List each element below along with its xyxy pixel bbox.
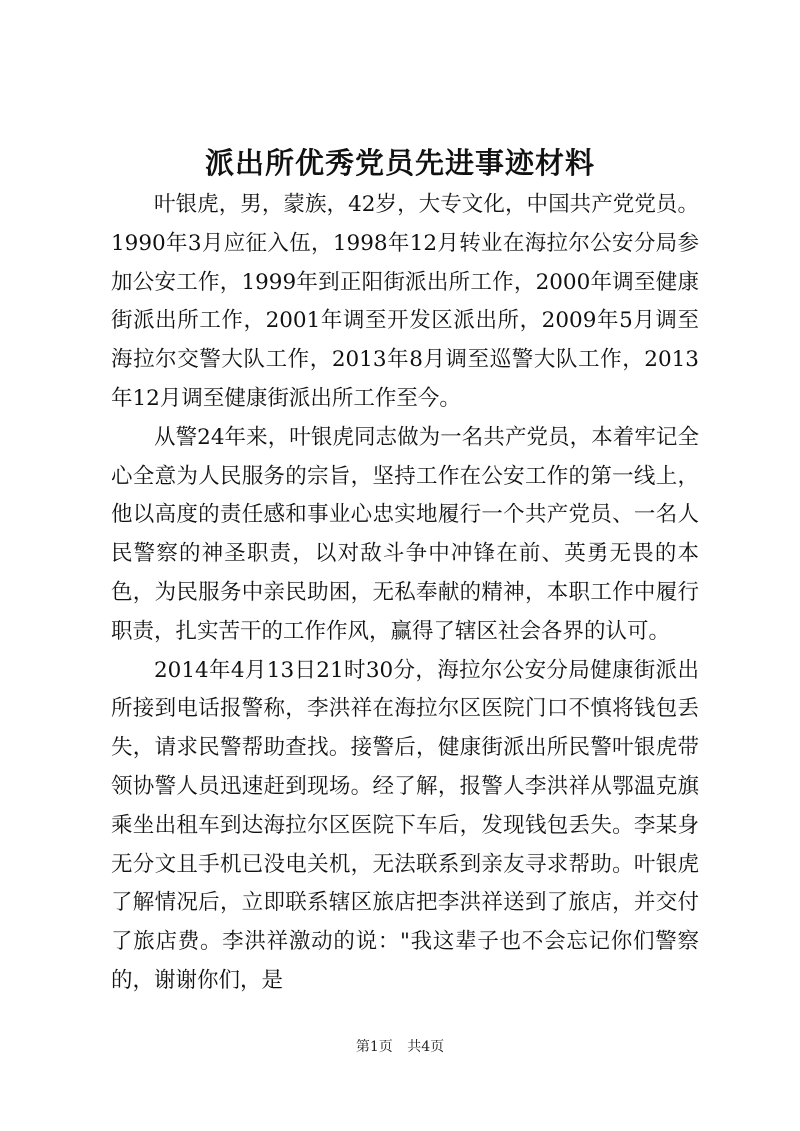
paragraph: 2014年4月13日21时30分，海拉尔公安分局健康街派出所接到电话报警称，李洪祥在海拉尔区医院门口不慎将钱包丢失，请求民警帮助查找。接警后，健康街派出所民警叶银虎带领协警人员迅速赶到现场。经了解，报警人李洪祥从鄂温克旗乘坐出租车到达海拉尔区医院下车后，发现钱包丢失。李某身无分文且手机已没电关机，无法联系到亲友寻求帮助。叶银虎了解情况后，立即联系辖区旅店把李洪祥送到了旅店，并交付了旅店费。李洪祥激动的说："我这辈子也不会忘记你们警察的，谢谢你们，是 xyxy=(111,657,699,993)
page-total: 共4页 xyxy=(407,1039,445,1055)
page-footer xyxy=(0,1037,800,1057)
document-body xyxy=(111,186,699,1001)
paragraph: 从警24年来，叶银虎同志做为一名共产党员，本着牢记全心全意为人民服务的宗旨，坚持工作在公安工作的第一线上，他以高度的责任感和事业心忠实地履行一个共产党员、一名人民警察的神圣职责，以对敌斗争中冲锋在前、英勇无畏的本色，为民服务中亲民助困，无私奉献的精神，本职工作中履行职责，扎实苦干的工作作风，赢得了辖区社会各界的认可。 xyxy=(111,424,699,644)
paragraph: 叶银虎，男，蒙族，42岁，大专文化，中国共产党党员。1990年3月应征入伍，1998年12月转业在海拉尔公安分局参加公安工作，1999年到正阳街派出所工作，2000年调至健康街派出所工作，2001年调至开发区派出所，2009年5月调至海拉尔交警大队工作，2013年8月调至巡警大队工作，2013年12月调至健康街派出所工作至今。 xyxy=(111,192,699,411)
page-title: 派出所优秀党员先进事迹材料 xyxy=(204,146,595,180)
page-number: 第1页 xyxy=(355,1039,393,1055)
